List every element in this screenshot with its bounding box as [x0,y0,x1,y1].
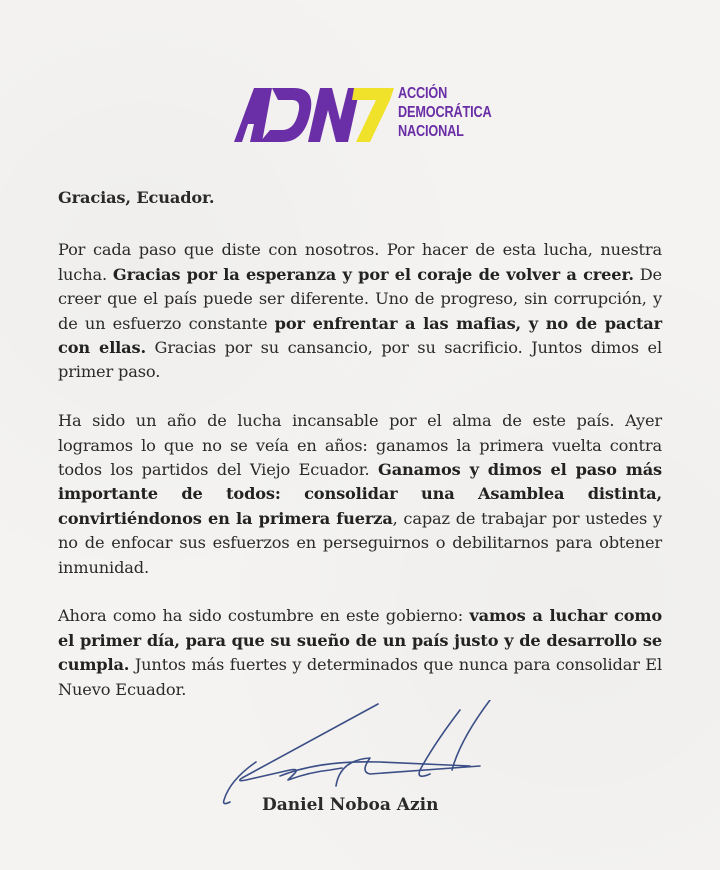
p2-text-2: , capaz de trabajar por ustedes y no de enfocar sus esfuerzos en perseguirnos o debilitarnos para obtener inmunidad. [58,508,662,577]
p2-bold-1: Ganamos y dimos el paso más importante de todos: consolidar una Asamblea distinta, convirtiéndonos en la primera fuerza [58,460,663,528]
party-name-line2: DEMOCRÁTICA [398,104,492,121]
paragraph-2 [58,409,662,580]
handwritten-signature [220,700,500,810]
letter-body [58,186,662,726]
greeting: Gracias, Ecuador. [58,188,215,207]
party-logo [232,84,502,146]
paragraph-1 [58,238,662,384]
p2-text-1: Ha sido un año de lucha incansable por el alma de este país. Ayer logramos lo que no se veía en años: ganamos la primera vuelta contra todos los partidos del Viejo Ecuador. [58,411,662,480]
adn7-logo-mark [232,84,394,144]
p1-text-3: Gracias por su cansancio, por su sacrificio. Juntos dimos el primer paso. [58,338,662,382]
p3-text-1: Ahora como ha sido costumbre en este gobierno: [58,606,470,626]
p1-bold-1: Gracias por la esperanza y por el coraje de volver a creer. [112,264,634,284]
p1-bold-2: por enfrentar a las mafias, y no de pactar con ellas. [58,313,662,358]
p1-text-1: Por cada paso que diste con nosotros. Por hacer de esta lucha, nuestra lucha. [58,240,662,284]
party-name-line1: ACCIÓN [398,85,448,102]
signer-name: Daniel Noboa Azin [262,795,439,815]
p1-text-2: De creer que el país puede ser diferente. Uno de progreso, sin corrupción, y de un esfuerzo constante [58,264,662,333]
p3-bold-1: vamos a luchar como el primer día, para que su sueño de un país justo y de desarrollo se cumpla. [58,606,662,675]
p3-text-2: Juntos más fuertes y determinados que nunca para consolidar El Nuevo Ecuador. [58,655,662,699]
party-name-line3: NACIONAL [398,123,464,140]
paragraph-3 [58,604,662,702]
party-name [398,84,492,141]
